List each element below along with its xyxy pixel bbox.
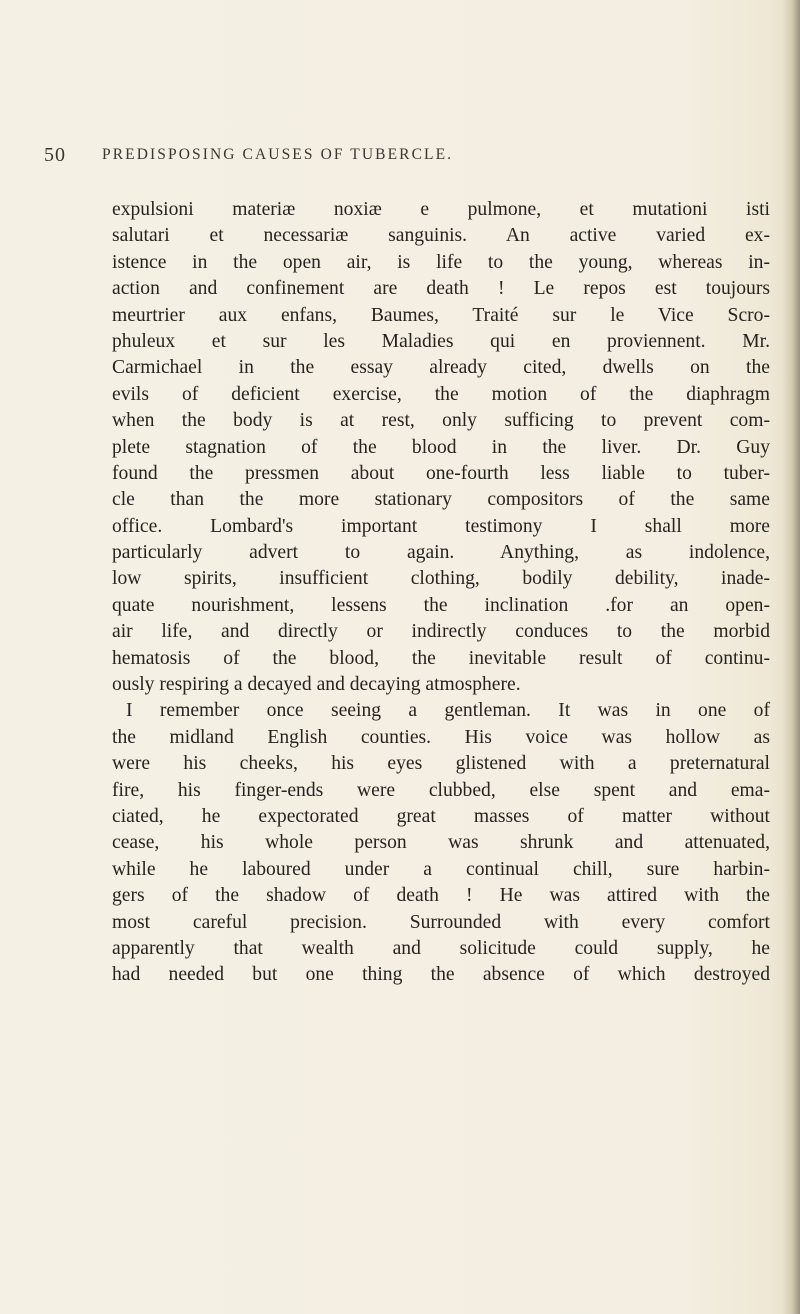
- text-line: ciated, he expectorated great masses of matter without: [112, 805, 770, 827]
- text-line: when the body is at rest, only sufficing to prevent com-: [112, 410, 770, 432]
- text-line: were his cheeks, his eyes glistened with a preternatural: [112, 753, 770, 775]
- text-line: cle than the more stationary compositors of the same: [112, 489, 770, 511]
- text-line: evils of deficient exercise, the motion of the diaphragm: [112, 383, 770, 405]
- text-line: gers of the shadow of death ! He was attired with the: [112, 885, 770, 907]
- text-line: fire, his finger-ends were clubbed, else spent and ema-: [112, 779, 770, 801]
- text-line: apparently that wealth and solicitude could supply, he: [112, 937, 770, 959]
- text-line: the midland English counties. His voice was hollow as: [112, 726, 770, 748]
- text-line: expulsioni materiæ noxiæ e pulmone, et mutationi isti: [112, 199, 770, 220]
- text-line: ously respiring a decayed and decaying atmosphere.: [112, 674, 521, 696]
- text-line: phuleux et sur les Maladies qui en proviennent. Mr.: [112, 330, 770, 352]
- text-line: meurtrier aux enfans, Baumes, Traité sur le Vice Scro-: [112, 304, 770, 326]
- text-line: cease, his whole person was shrunk and attenuated,: [112, 832, 770, 854]
- text-line: action and confinement are death ! Le repos est toujours: [112, 278, 770, 300]
- running-title: PREDISPOSING CAUSES OF TUBERCLE.: [102, 146, 454, 163]
- text-line: particularly advert to again. Anything, as indolence,: [112, 542, 770, 564]
- text-line: istence in the open air, is life to the young, whereas in-: [112, 251, 770, 273]
- text-line: salutari et necessariæ sanguinis. An active varied ex-: [112, 225, 770, 247]
- text-line: low spirits, insufficient clothing, bodily debility, inade-: [112, 568, 770, 590]
- text-line: quate nourishment, lessens the inclination .for an open-: [112, 594, 770, 616]
- text-line: found the pressmen about one-fourth less liable to tuber-: [112, 462, 770, 484]
- text-line: most careful precision. Surrounded with every comfort: [112, 911, 770, 933]
- page-number: 50: [44, 144, 66, 166]
- text-line: had needed but one thing the absence of which destroyed: [112, 964, 770, 986]
- page-edge-shadow: [782, 0, 800, 1314]
- body-text: [112, 197, 770, 989]
- text-line: plete stagnation of the blood in the liver. Dr. Guy: [112, 436, 770, 458]
- text-line: I remember once seeing a gentleman. It was in one of: [126, 700, 770, 722]
- running-head: [44, 144, 764, 174]
- text-line: Carmichael in the essay already cited, dwells on the: [112, 357, 770, 379]
- text-line: while he laboured under a continual chill, sure harbin-: [112, 858, 770, 880]
- text-line: office. Lombard's important testimony I shall more: [112, 515, 770, 537]
- text-line: hematosis of the blood, the inevitable result of continu-: [112, 647, 770, 669]
- text-line: air life, and directly or indirectly conduces to the morbid: [112, 621, 770, 643]
